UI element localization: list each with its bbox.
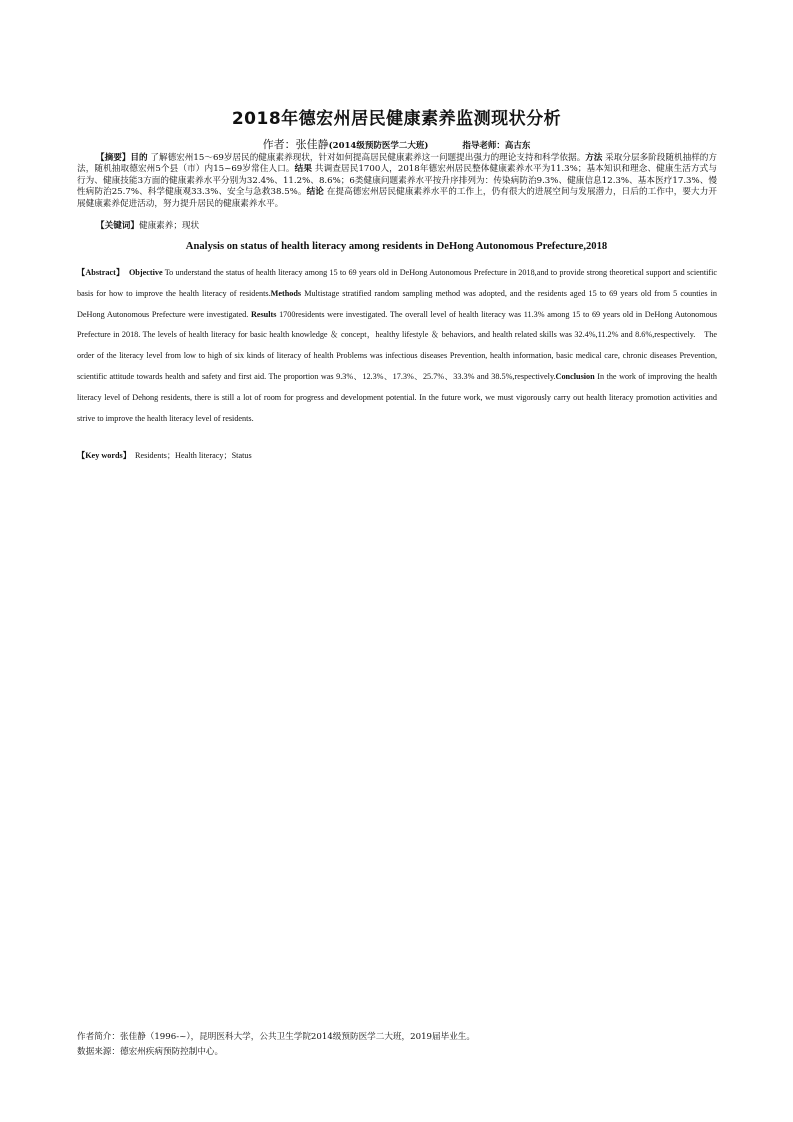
en-conclusion-text: In the work of improving the health literacy level of Dehong residents, there is still a lot of room for progress and development potential. In the future work, we must vigorously carry out health literacy promotion activities and strive to improve the health literacy level of residents. [77,371,717,423]
en-objective-text: To understand the status of health literacy among 15 to 69 years old in DeHong Autonomous Prefecture in 2018,and to provide strong theoretical support and scientific basis for how to improve the health literacy of residents. [77,268,718,298]
author-line [0,136,793,152]
cn-methods-text: 采取分层多阶段随机抽样的方法，随机抽取德宏州5个县（市）内15~69岁常住人口。 [77,153,717,175]
english-keywords [77,450,252,461]
chinese-keywords [96,219,199,231]
en-abstract-label: 【Abstract】 [77,268,125,277]
english-abstract [77,263,717,429]
en-objective-label: Objective [128,268,163,277]
en-keywords-label: 【Key words】 [77,451,131,460]
en-methods-text: Multistage stratified random sampling method was adopted, and the residents aged 15 to 69 years old from 5 counties in DeHong Autonomous Prefecture were investigated. [77,288,718,319]
en-results-text: 1700residents were investigated. The overall level of health literacy was 11.3% among 15 to 69 years old in DeHong Autonomous Prefecture in 2018. The levels of health literacy for basic health knowledge ＆ concept，healthy lifestyle ＆ behaviors, and health related skills was 32.4%,11.2% and 8.6%,respectively. The order of the literacy level from low to high of six kinds of literacy of health Problems was infectious diseases Prevention, health information, basic medical care, chronic diseases Prevention, scientific attitude towards health and safety and first aid. The proportion was 9.3%、12.3%、17.3%、25.7%、33.3% and 38.5%,respectively. [77,309,718,381]
en-keywords-text: Residents；Health literacy；Status [135,451,252,460]
cn-results-label: 结果 [294,164,313,175]
english-title: Analysis on status of health literacy among residents in DeHong Autonomous Prefecture,2018 [185,241,608,252]
cn-abstract-label: 【摘要】 [96,153,131,163]
cn-methods-label: 方法 [585,153,603,163]
en-conclusion-label: Conclusion [555,371,595,381]
cn-conclusion-text: 在提高德宏州居民健康素养水平的工作上，仍有很大的进展空间与发展潜力，日后的工作中，要大力开展健康素养促进活动，努力提升居民的健康素养水平。 [77,187,717,209]
en-results-label: Results [250,309,277,319]
en-methods-label: Methods [270,288,302,298]
cn-objective-label: 目的 [130,153,148,163]
data-source-footnote: 数据来源：德宏州疾病预防控制中心。 [77,1047,224,1057]
cn-keywords-label: 【关键词】 [96,221,139,231]
cn-results-text: 共调查居民1700人，2018年德宏州居民整体健康素养水平为11.3%；基本知识和理念、健康生活方式与行为、健康技能3方面的健康素养水平分别为32.4%、11.2%、8.6%；6类健康问题素养水平按升序排列为：传染病防治9.3%、健康信息12.3%、基本医疗17.3%、慢性病防治25.7%、科学健康观33.3%、安全与急救38.5%。 [77,164,717,198]
paper-title: 2018年德宏州居民健康素养监测现状分析 [231,109,562,129]
author-bio-footnote: 作者简介：张佳静（1996-~），昆明医科大学，公共卫生学院2014级预防医学二大班，2019届毕业生。 [77,1032,475,1042]
author-name: 作者：张佳静 [262,138,329,151]
cn-conclusion-label: 结论 [306,187,324,198]
chinese-abstract [77,153,717,210]
author-class: (2014级预防医学二大班) [328,141,429,151]
cn-objective-text: 了解德宏州15～69岁居民的健康素养现状，针对如何提高居民健康素养这一问题提出强力的理论支持和科学依据。 [150,153,586,163]
advisor-name: 指导老师：高古东 [462,141,531,151]
cn-keywords-text: 健康素养；现状 [138,221,200,231]
